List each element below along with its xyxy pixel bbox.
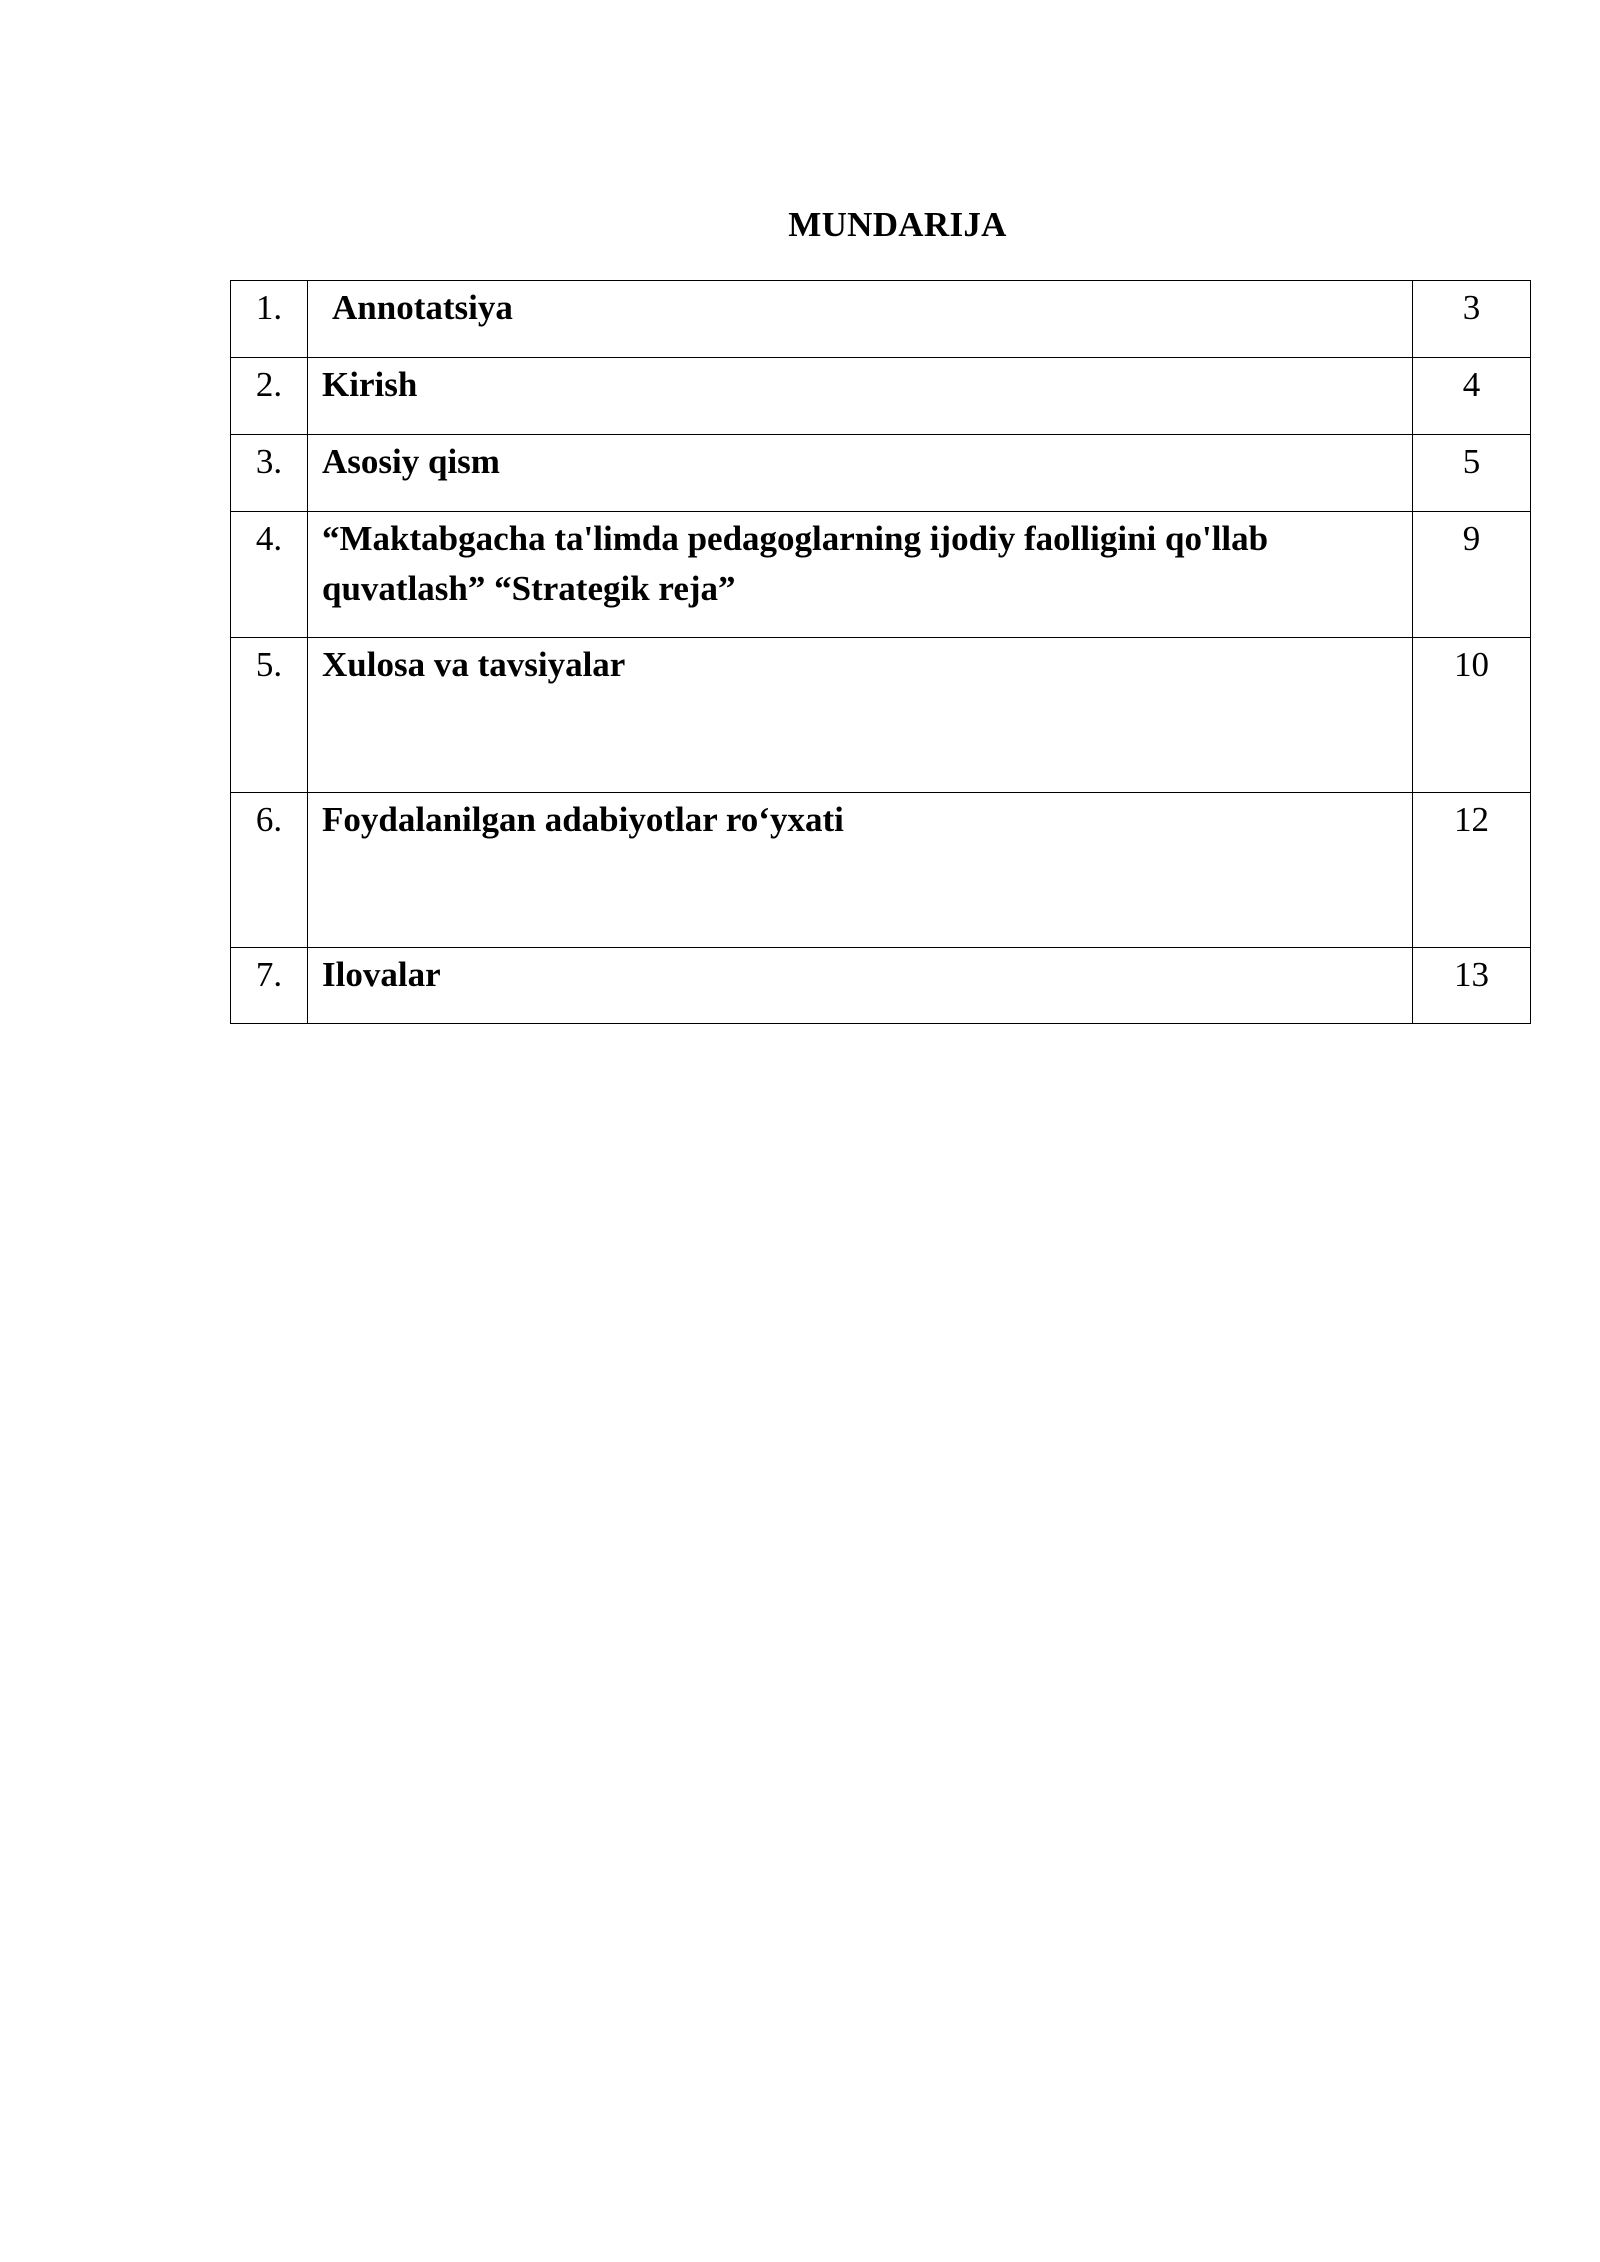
toc-title: Xulosa va tavsiyalar (308, 638, 1413, 793)
toc-page: 10 (1413, 638, 1531, 793)
toc-title: Asosiy qism (308, 435, 1413, 512)
toc-row (231, 435, 1531, 512)
toc-number: 2. (231, 358, 308, 435)
toc-title: Ilovalar (308, 948, 1413, 1024)
toc-page: 3 (1413, 281, 1531, 358)
toc-title: Foydalanilgan adabiyotlar ro‘yxati (308, 793, 1413, 948)
toc-number: 1. (231, 281, 308, 358)
toc-page: 9 (1413, 512, 1531, 638)
toc-number: 3. (231, 435, 308, 512)
toc-page: 5 (1413, 435, 1531, 512)
toc-row (231, 358, 1531, 435)
toc-number: 4. (231, 512, 308, 638)
toc-row (231, 948, 1531, 1024)
toc-row (231, 281, 1531, 358)
toc-title: Annotatsiya (308, 281, 1413, 358)
toc-number: 7. (231, 948, 308, 1024)
toc-number: 6. (231, 793, 308, 948)
toc-row (231, 512, 1531, 638)
table-of-contents (230, 280, 1531, 1024)
toc-title: Kirish (308, 358, 1413, 435)
toc-page: 4 (1413, 358, 1531, 435)
toc-page: 13 (1413, 948, 1531, 1024)
toc-row (231, 793, 1531, 948)
toc-number: 5. (231, 638, 308, 793)
toc-title: “Maktabgacha ta'limda pedagoglarning ijodiy faolligini qo'llab quvatlash” “Strategik reja” (308, 512, 1413, 638)
page-title: MUNDARIJA (788, 205, 1007, 244)
toc-row (231, 638, 1531, 793)
toc-page: 12 (1413, 793, 1531, 948)
